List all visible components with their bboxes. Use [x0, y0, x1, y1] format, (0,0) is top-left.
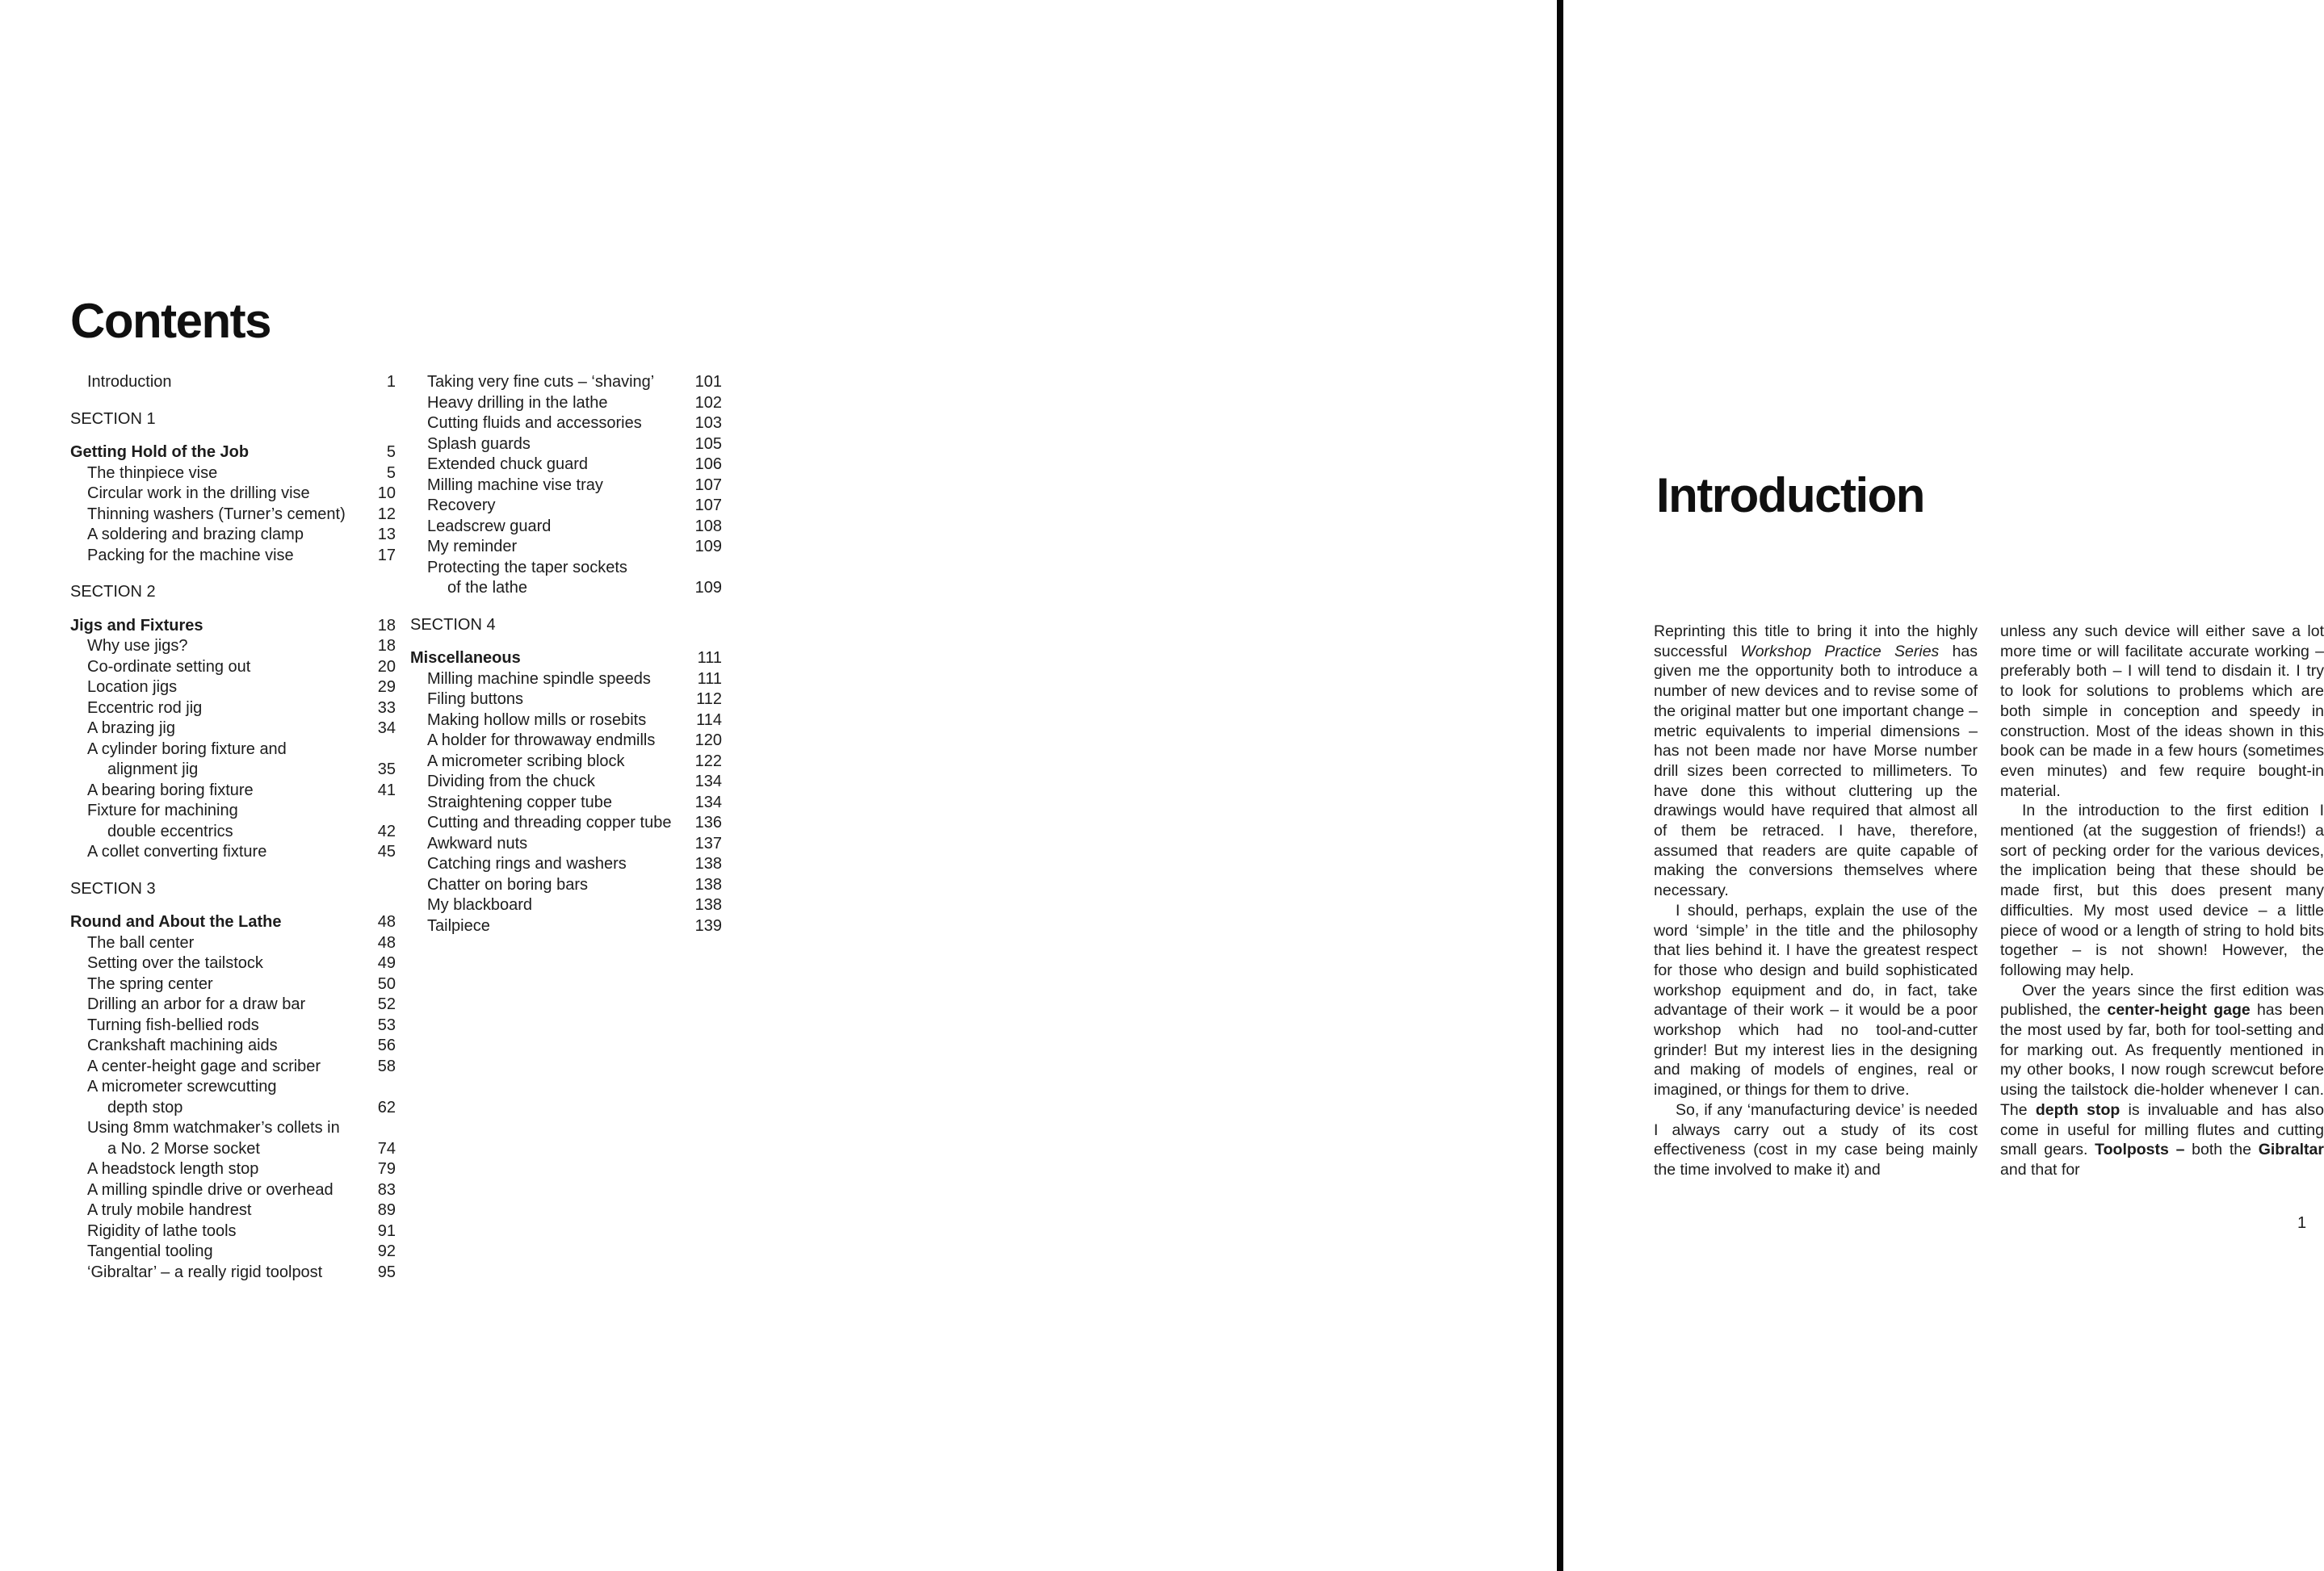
- intro-text: is invaluable and has also come in useful for milling flutes and cutting small gears.: [2000, 1100, 2324, 1159]
- toc-item-row: [70, 484, 396, 505]
- intro-text: So, if any ‘manufacturing device’ is needed I always carry out a study of its cost effectiveness (cost in my case being mainly the time involved to make it) and: [1654, 1100, 1978, 1179]
- toc-entry-page: 20: [377, 657, 396, 676]
- toc-entry-label: SECTION 3: [70, 879, 156, 898]
- intro-text: has given me the opportunity both to introduce a number of new devices and to revise some of the original matter but one important change – metric equivalents to imperial dimensions – has not been made nor have Morse number drill sizes been corrected to millimeters. To have done this without cluttering up the drawings would have required that almost all of them be retraced. I have, therefore, assumed that readers are quite capable of making the conversions themselves where necessary.: [1654, 642, 1978, 900]
- introduction-text-column-1: [1654, 622, 1978, 1180]
- toc-item-row: [70, 760, 396, 781]
- toc-item-row: [410, 413, 722, 434]
- toc-entry-page: 10: [377, 484, 396, 502]
- toc-entry-page: 5: [386, 463, 396, 482]
- toc-item-row: [410, 731, 722, 752]
- intro-paragraph: [1654, 622, 1978, 901]
- toc-entry-label: SECTION 4: [410, 615, 496, 634]
- toc-entry-page: 58: [377, 1057, 396, 1075]
- intro-text: Reprinting this title to bring it into the highly successful: [1654, 622, 1978, 660]
- toc-entry-page: 56: [377, 1037, 396, 1054]
- intro-text-bold: depth stop: [2035, 1100, 2121, 1119]
- toc-entry-label: ‘Gibraltar’ – a really rigid toolpost: [87, 1263, 323, 1281]
- toc-entry-label: Extended chuck guard: [427, 455, 589, 473]
- toc-entry-page: 50: [377, 974, 396, 993]
- toc-item-row: [410, 537, 722, 558]
- toc-entry-page: 5: [386, 443, 396, 461]
- toc-item-row: [410, 393, 722, 414]
- intro-paragraph: [1654, 1100, 1978, 1180]
- toc-entry-label: A soldering and brazing clamp: [87, 526, 304, 543]
- toc-entry-page: 83: [377, 1180, 396, 1199]
- toc-entry-page: 92: [377, 1242, 396, 1260]
- toc-entry-page: 49: [377, 954, 396, 972]
- toc-entry-label: Thinning washers (Turner’s cement): [87, 505, 346, 523]
- toc-item-row: [70, 636, 396, 657]
- toc-entry-page: 62: [377, 1098, 396, 1116]
- toc-entry-page: 18: [377, 637, 396, 655]
- toc-entry-page: 89: [377, 1201, 396, 1219]
- toc-item-row: [410, 834, 722, 855]
- intro-paragraph: [2000, 622, 2324, 801]
- toc-entry-label: Filing buttons: [427, 690, 523, 708]
- toc-entry-label: Using 8mm watchmaker’s collets in: [87, 1119, 340, 1137]
- toc-entry-label: Protecting the taper sockets: [427, 558, 627, 576]
- toc-entry-label: depth stop: [107, 1098, 183, 1116]
- toc-entry-label: a No. 2 Morse socket: [107, 1139, 260, 1158]
- toc-entry-label: Milling machine vise tray: [427, 475, 603, 494]
- toc-section-row: [70, 409, 396, 430]
- intro-text: has been the most used by far, both for tool-setting and for marking out. As frequently mentioned in my other books, I now rough screwcut before using the tailstock die-holder whenever I can. The: [2000, 1001, 2324, 1119]
- toc-entry-page: 107: [694, 475, 722, 494]
- toc-item-row: [70, 1180, 396, 1201]
- toc-item-row: [410, 854, 722, 875]
- toc-item-row: [70, 822, 396, 843]
- toc-chapter-row: [410, 648, 722, 669]
- toc-item-row: [70, 1098, 396, 1119]
- introduction-page: [808, 0, 2324, 1571]
- toc-entry-page: 111: [697, 669, 722, 688]
- toc-entry-label: A truly mobile handrest: [87, 1201, 252, 1219]
- toc-item-row: [70, 718, 396, 739]
- toc-entry-label: The thinpiece vise: [87, 463, 218, 482]
- toc-entry-page: 12: [377, 505, 396, 523]
- intro-text: unless any such device will either save a lot more time or will facilitate accurate working – preferably both – I will tend to disdain it. I try to look for solutions to problems which are both simple in conception and speedy in construction. Most of the ideas shown in this book can be made in a few hours (sometimes even minutes) and few require bought-in material.: [2000, 622, 2324, 800]
- toc-entry-label: Miscellaneous: [410, 649, 521, 667]
- toc-entry-page: 137: [694, 834, 722, 853]
- intro-paragraph: [2000, 801, 2324, 980]
- toc-entry-label: Eccentric rod jig: [87, 698, 203, 717]
- toc-entry-page: 108: [694, 517, 722, 535]
- contents-page-title: Contents: [70, 294, 271, 348]
- toc-entry-label: A bearing boring fixture: [87, 781, 254, 799]
- toc-item-row: [410, 578, 722, 599]
- toc-item-row: [70, 1200, 396, 1221]
- toc-entry-page: 48: [377, 933, 396, 952]
- toc-entry-label: A milling spindle drive or overhead: [87, 1180, 333, 1199]
- toc-entry-label: Crankshaft machining aids: [87, 1037, 278, 1054]
- toc-item-row: [70, 1159, 396, 1180]
- toc-entry-label: Turning fish-bellied rods: [87, 1016, 259, 1034]
- toc-item-row: [70, 1242, 396, 1263]
- toc-item-row: [70, 657, 396, 678]
- toc-item-row: [410, 916, 722, 937]
- toc-entry-page: 34: [377, 719, 396, 737]
- toc-item-row: [70, 1139, 396, 1160]
- toc-entry-page: 52: [377, 995, 396, 1013]
- toc-chapter-row: [70, 616, 396, 637]
- toc-entry-label: Catching rings and washers: [427, 855, 627, 873]
- toc-entry-page: 17: [377, 546, 396, 564]
- toc-item-row: [410, 895, 722, 916]
- toc-item-row: [410, 455, 722, 475]
- toc-item-row: [70, 1057, 396, 1078]
- toc-item-row: [410, 772, 722, 793]
- toc-entry-label: SECTION 1: [70, 409, 156, 428]
- toc-entry-label: Dividing from the chuck: [427, 773, 595, 790]
- intro-text-bold: Gibraltar: [2258, 1141, 2324, 1159]
- toc-item-row: [410, 669, 722, 690]
- toc-item-row: [70, 995, 396, 1016]
- toc-entry-page: 13: [377, 526, 396, 543]
- toc-chapter-row: [70, 912, 396, 933]
- toc-entry-page: 101: [694, 373, 722, 391]
- toc-entry-page: 122: [694, 752, 722, 770]
- toc-item-row: [410, 558, 722, 579]
- toc-entry-label: Chatter on boring bars: [427, 875, 589, 894]
- toc-item-row: [70, 698, 396, 719]
- toc-column-1: [70, 372, 396, 1283]
- page-number: 1: [2297, 1214, 2307, 1232]
- toc-entry-page: 138: [694, 896, 722, 914]
- intro-paragraph: [2000, 981, 2324, 1180]
- toc-entry-label: A center-height gage and scriber: [87, 1057, 321, 1075]
- intro-text: Over the years since the first edition was published, the: [2000, 981, 2324, 1020]
- toc-item-row: [410, 710, 722, 731]
- toc-item-row: [70, 1221, 396, 1242]
- toc-entry-page: 41: [377, 781, 396, 799]
- intro-text-bold: Toolposts –: [2095, 1141, 2185, 1159]
- toc-entry-label: Milling machine spindle speeds: [427, 669, 651, 688]
- toc-entry-page: 35: [377, 760, 396, 778]
- toc-entry-label: Leadscrew guard: [427, 517, 552, 535]
- toc-item-row: [70, 1118, 396, 1139]
- toc-item-row: [410, 689, 722, 710]
- toc-entry-label: alignment jig: [107, 760, 199, 778]
- toc-item-row: [410, 875, 722, 896]
- toc-entry-label: My reminder: [427, 538, 518, 555]
- toc-entry-page: 45: [377, 843, 396, 861]
- toc-entry-page: 139: [694, 916, 722, 935]
- toc-entry-page: 74: [377, 1139, 396, 1158]
- toc-item-row: [70, 781, 396, 802]
- intro-text: both the: [2184, 1141, 2259, 1159]
- toc-entry-label: A collet converting fixture: [87, 843, 267, 861]
- toc-entry-label: Fixture for machining: [87, 802, 238, 819]
- toc-item-row: [410, 434, 722, 455]
- toc-entry-label: Cutting fluids and accessories: [427, 414, 642, 432]
- toc-entry-label: Getting Hold of the Job: [70, 443, 250, 461]
- toc-entry-page: 120: [694, 731, 722, 749]
- toc-chapter-row: [70, 442, 396, 463]
- toc-item-row: [70, 1016, 396, 1037]
- introduction-page-title: Introduction: [1656, 468, 1924, 522]
- toc-item-row: [410, 517, 722, 538]
- toc-entry-page: 29: [377, 678, 396, 696]
- toc-entry-label: Location jigs: [87, 678, 178, 696]
- toc-entry-page: 136: [694, 814, 722, 832]
- toc-entry-page: 138: [694, 875, 722, 894]
- toc-entry-page: 109: [694, 579, 722, 597]
- toc-entry-page: 112: [696, 690, 722, 708]
- intro-text-italic: Workshop Practice Series: [1740, 642, 1940, 660]
- toc-entry-label: Tangential tooling: [87, 1242, 213, 1260]
- toc-entry-page: 102: [694, 393, 722, 412]
- toc-entry-label: The spring center: [87, 974, 213, 993]
- toc-item-row: [70, 505, 396, 526]
- toc-entry-label: Packing for the machine vise: [87, 546, 294, 564]
- toc-entry-page: 42: [377, 822, 396, 840]
- toc-item-row: [410, 475, 722, 496]
- toc-entry-page: 95: [377, 1263, 396, 1281]
- toc-entry-page: 109: [694, 538, 722, 555]
- toc-entry-page: 134: [694, 773, 722, 790]
- toc-entry-label: Taking very fine cuts – ‘shaving’: [427, 373, 655, 391]
- toc-entry-label: Straightening copper tube: [427, 793, 613, 811]
- toc-entry-page: 138: [694, 855, 722, 873]
- toc-entry-label: Awkward nuts: [427, 834, 528, 853]
- toc-entry-label: Tailpiece: [427, 916, 490, 935]
- toc-item-row: [70, 677, 396, 698]
- toc-entry-page: 103: [694, 414, 722, 432]
- intro-text: I should, perhaps, explain the use of the word ‘simple’ in the title and the philosophy that lies behind it. I have the greatest respect for those who design and build sophisticated workshop equipment and do, in fact, take advantage of their work – it would be a poor workshop which had no tool-and-cutter grinder! But my interest lies in the designing and making of models of engines, real or imagined, or things for them to drive.: [1654, 901, 1978, 1100]
- toc-item-row: [70, 1263, 396, 1284]
- toc-entry-label: A holder for throwaway endmills: [427, 731, 656, 749]
- toc-entry-label: The ball center: [87, 933, 195, 952]
- toc-section-row: [70, 879, 396, 900]
- toc-section-row: [70, 582, 396, 603]
- toc-entry-page: 134: [694, 793, 722, 811]
- toc-entry-page: 107: [694, 496, 722, 514]
- toc-item-row: [70, 933, 396, 954]
- toc-entry-label: A micrometer screwcutting: [87, 1078, 277, 1096]
- toc-item-row: [410, 813, 722, 834]
- toc-entry-page: 48: [377, 913, 396, 931]
- toc-entry-label: SECTION 2: [70, 583, 156, 601]
- toc-entry-label: of the lathe: [447, 579, 527, 597]
- toc-entry-page: 106: [694, 455, 722, 473]
- toc-entry-label: Round and About the Lathe: [70, 913, 282, 931]
- toc-item-row: [70, 842, 396, 863]
- toc-entry-page: 91: [377, 1221, 396, 1240]
- toc-entry-label: A headstock length stop: [87, 1160, 259, 1178]
- toc-entry-label: Circular work in the drilling vise: [87, 484, 310, 502]
- toc-entry-label: Making hollow mills or rosebits: [427, 710, 647, 729]
- toc-section-row: [410, 615, 722, 636]
- toc-entry-label: Jigs and Fixtures: [70, 616, 203, 635]
- intro-text-bold: center-height gage: [2107, 1001, 2251, 1020]
- toc-item-row: [410, 752, 722, 773]
- introduction-text-column-2: [2000, 622, 2324, 1180]
- toc-entry-page: 18: [377, 616, 396, 635]
- toc-item-row: [70, 801, 396, 822]
- page-edge-line: [1557, 0, 1563, 1571]
- intro-paragraph: [1654, 901, 1978, 1100]
- toc-entry-label: Drilling an arbor for a draw bar: [87, 995, 306, 1013]
- toc-item-row: [70, 463, 396, 484]
- contents-page: [0, 0, 808, 1571]
- toc-item-row: [70, 525, 396, 546]
- toc-entry-page: 111: [697, 649, 722, 667]
- toc-entry-label: Co-ordinate setting out: [87, 657, 251, 676]
- toc-entry-page: 53: [377, 1016, 396, 1034]
- toc-item-row: [410, 496, 722, 517]
- toc-entry-label: Introduction: [87, 373, 172, 391]
- toc-entry-page: 114: [696, 710, 722, 729]
- toc-item-row: [70, 953, 396, 974]
- toc-entry-label: Setting over the tailstock: [87, 954, 263, 972]
- toc-entry-label: Recovery: [427, 496, 496, 514]
- toc-item-row: [410, 372, 722, 393]
- toc-entry-label: Heavy drilling in the lathe: [427, 393, 608, 412]
- toc-entry-page: 33: [377, 698, 396, 717]
- toc-entry-label: A cylinder boring fixture and: [87, 739, 287, 758]
- toc-item-row: [70, 974, 396, 995]
- toc-item-row: [70, 1036, 396, 1057]
- toc-entry-label: Cutting and threading copper tube: [427, 814, 672, 832]
- toc-entry-label: Rigidity of lathe tools: [87, 1221, 237, 1240]
- toc-item-row: [70, 739, 396, 760]
- toc-entry-label: double eccentrics: [107, 822, 233, 840]
- toc-item-row: [410, 793, 722, 814]
- toc-item-row: [70, 546, 396, 567]
- toc-item-row: [70, 1077, 396, 1098]
- toc-entry-label: A micrometer scribing block: [427, 752, 625, 770]
- toc-column-2: [410, 372, 722, 936]
- toc-entry-label: My blackboard: [427, 896, 533, 914]
- intro-text: and that for: [2000, 1160, 2080, 1179]
- toc-entry-page: 105: [694, 434, 722, 453]
- intro-text: In the introduction to the first edition I mentioned (at the suggestion of friends!) a sort of pecking order for the various devices, the implication being that these should be made first, but this does present many difficulties. My most used device – a little piece of wood or a length of string to hold bits together – is not shown! However, the following may help.: [2000, 802, 2324, 979]
- toc-item-row: [70, 372, 396, 393]
- toc-entry-label: A brazing jig: [87, 719, 175, 737]
- toc-entry-page: 79: [377, 1160, 396, 1178]
- toc-entry-label: Why use jigs?: [87, 637, 188, 655]
- toc-entry-label: Splash guards: [427, 434, 531, 453]
- toc-entry-page: 1: [386, 373, 396, 391]
